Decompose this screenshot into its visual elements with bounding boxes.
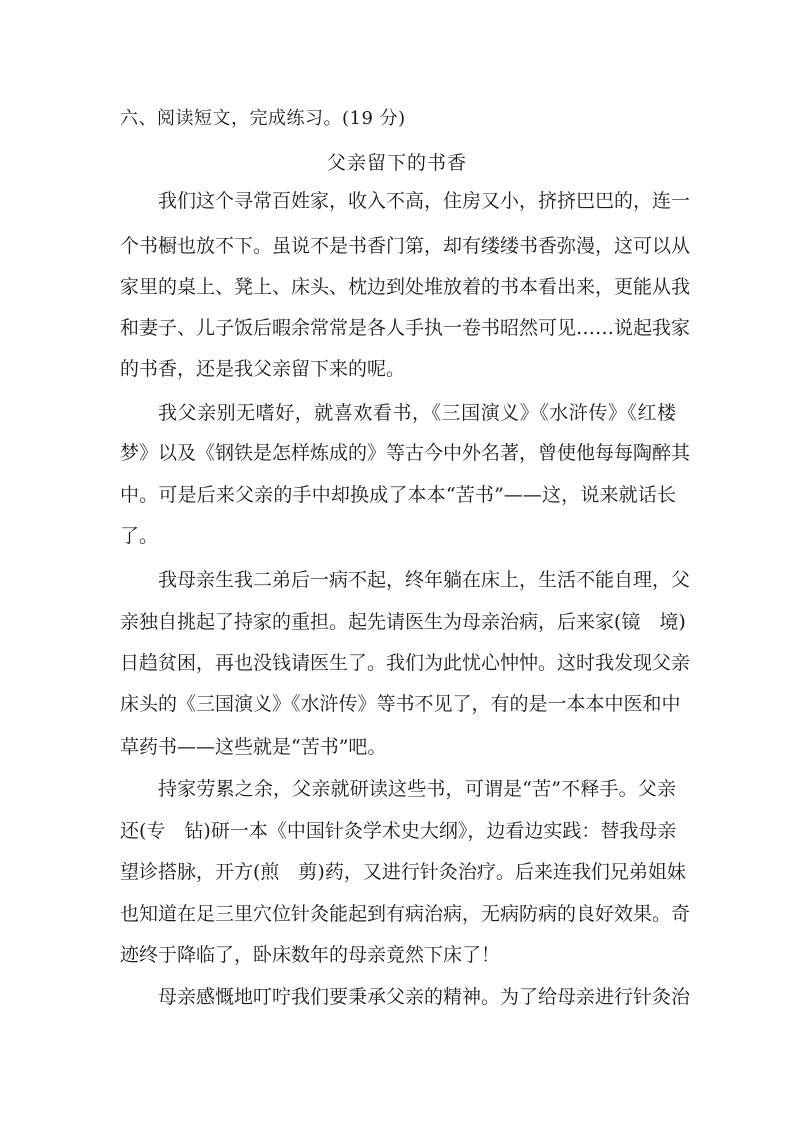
paragraph-3-line-1: 我母亲生我二弟后一病不起，终年躺在床上，生活不能自理，父 xyxy=(158,569,691,591)
paragraph-3-line-4: 床头的《三国演义》《水浒传》等书不见了，有的是一本本中医和中 xyxy=(120,693,681,715)
paragraph-3-line-2: 亲独自挑起了持家的重担。起先请医生为母亲治病，后来家(镜 境) xyxy=(120,611,686,633)
paragraph-1-line-1: 我们这个寻常百姓家，收入不高，住房又小，挤挤巴巴的，连一 xyxy=(158,190,691,212)
paragraph-3-line-5: 草药书——这些就是“苦书”吧。 xyxy=(120,736,387,758)
paragraph-4-line-1: 持家劳累之余，父亲就研读这些书，可谓是“苦”不释手。父亲 xyxy=(158,778,676,800)
paragraph-1-line-4: 和妻子、儿子饭后暇余常常是各人手执一卷书昭然可见……说起我家 xyxy=(120,317,691,339)
paragraph-1-line-2: 个书橱也放不下。虽说不是书香门第，却有缕缕书香弥漫，这可以从 xyxy=(120,235,691,257)
paragraph-1-line-3: 家里的桌上、凳上、床头、枕边到处堆放着的书本看出来，更能从我 xyxy=(120,276,691,298)
paragraph-2-line-1: 我父亲别无嗜好，就喜欢看书，《三国演义》《水浒传》《红楼 xyxy=(158,402,676,424)
paragraph-4-line-4: 也知道在足三里穴位针灸能起到有病治病，无病防病的良好效果。奇 xyxy=(120,903,691,925)
section-heading: 六、阅读短文，完成练习。(19 分) xyxy=(120,108,406,129)
paragraph-2-line-3: 中。可是后来父亲的手中却换成了本本“苦书”——这，说来就话长 xyxy=(120,484,676,506)
paragraph-2-line-2: 梦》以及《钢铁是怎样炼成的》等古今中外名著，曾使他每每陶醉其 xyxy=(120,442,691,464)
paragraph-3-line-3: 日趋贫困，再也没钱请医生了。我们为此忧心忡忡。这时我发现父亲 xyxy=(120,652,691,674)
paragraph-5-line-1: 母亲感慨地叮咛我们要秉承父亲的精神。为了给母亲进行针灸治 xyxy=(158,986,691,1008)
article-title: 父亲留下的书香 xyxy=(326,152,467,174)
paragraph-4-line-2: 还(专 钻)研一本《中国针灸学术史大纲》，边看边实践：替我母亲 xyxy=(120,820,677,842)
paragraph-4-line-3: 望诊搭脉，开方(煎 剪)药，又进行针灸治疗。后来连我们兄弟姐妹 xyxy=(120,861,686,883)
paragraph-4-line-5: 迹终于降临了，卧床数年的母亲竟然下床了！ xyxy=(120,944,501,966)
paragraph-2-line-4: 了。 xyxy=(120,525,159,547)
paragraph-1-line-5: 的书香，还是我父亲留下来的呢。 xyxy=(120,358,406,380)
